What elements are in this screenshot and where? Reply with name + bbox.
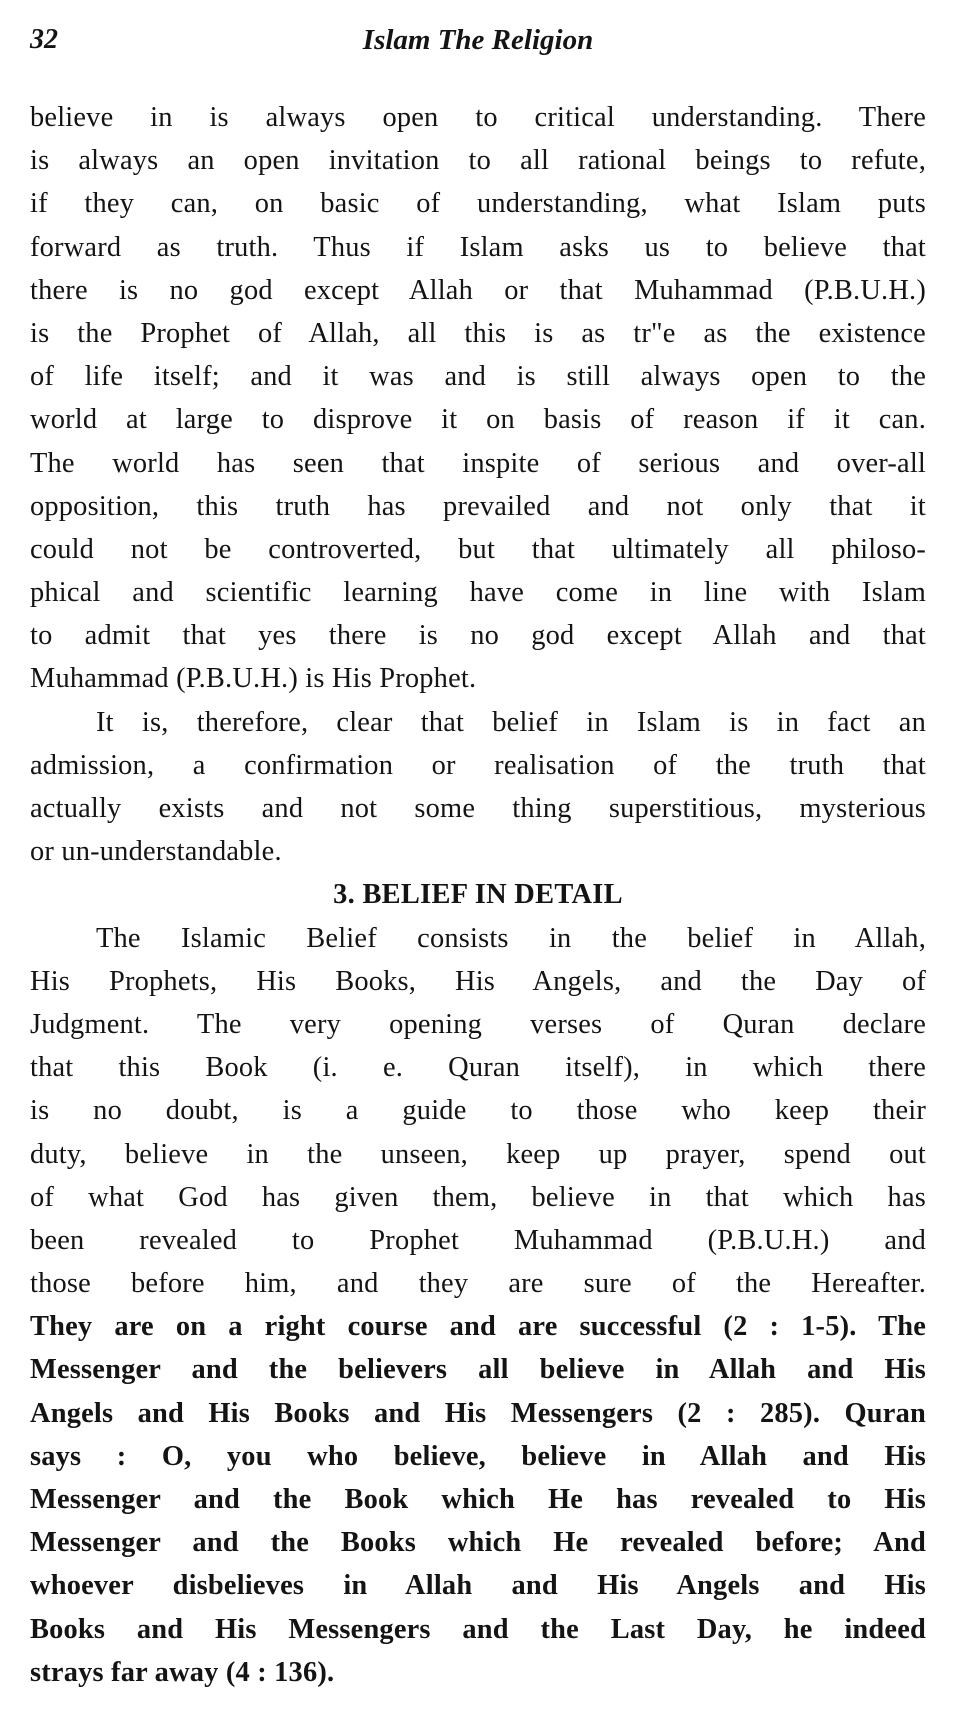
- text-line: to admit that yes there is no god except Allah and that: [30, 620, 926, 652]
- text-line: those before him, and they are sure of the Hereafter.: [30, 1268, 926, 1300]
- text-line: actually exists and not some thing superstitious, mysterious: [30, 793, 926, 824]
- text-line: It is, therefore, clear that belief in Islam is in fact an: [96, 706, 926, 738]
- book-page: [30, 14, 926, 1694]
- text-line: there is no god except Allah or that Muhammad (P.B.U.H.): [30, 274, 926, 306]
- text-line: Messenger and the believers all believe in Allah and His: [30, 1354, 926, 1386]
- text-line: of life itself; and it was and is still always open to the: [30, 361, 926, 393]
- text-line: world at large to disprove it on basis of reason if it can.: [30, 404, 926, 436]
- text-line: is always an open invitation to all rational beings to refute,: [30, 145, 926, 177]
- paragraph-belief-admission: [30, 701, 926, 874]
- page-number: 32: [30, 24, 58, 55]
- text-line: They are on a right course and are successful (2 : 1-5). The: [30, 1311, 926, 1343]
- text-line: duty, believe in the unseen, keep up prayer, spend out: [30, 1138, 926, 1170]
- text-line: whoever disbelieves in Allah and His Angels and His: [30, 1570, 926, 1602]
- text-line: admission, a confirmation or realisation of the truth that: [30, 749, 926, 781]
- text-line: phical and scientific learning have come in line with Islam: [30, 577, 926, 609]
- text-line: Messenger and the Book which He has revealed to His: [30, 1484, 926, 1515]
- text-line: if they can, on basic of understanding, what Islam puts: [30, 188, 926, 220]
- text-line: Angels and His Books and His Messengers (2 : 285). Quran: [30, 1397, 926, 1429]
- paragraph-belief-in-detail: [30, 917, 926, 1694]
- text-line: His Prophets, His Books, His Angels, and the Day of: [30, 965, 926, 997]
- text-line: that this Book (i. e. Quran itself), in which there: [30, 1052, 926, 1084]
- text-line: Books and His Messengers and the Last Day, he indeed: [30, 1613, 926, 1645]
- text-line: Judgment. The very opening verses of Quran declare: [30, 1008, 926, 1040]
- section-heading: 3. BELIEF IN DETAIL: [333, 879, 623, 911]
- text-line: says : O, you who believe, believe in Allah and His: [30, 1440, 926, 1472]
- text-line: believe in is always open to critical understanding. There: [30, 102, 926, 133]
- text-line: or un-understandable.: [30, 836, 282, 868]
- text-line: of what God has given them, believe in that which has: [30, 1181, 926, 1213]
- body-text: [30, 96, 926, 1694]
- text-line: forward as truth. Thus if Islam asks us to believe that: [30, 231, 926, 263]
- running-head: [30, 14, 926, 66]
- text-line: Messenger and the Books which He revealed before; And: [30, 1527, 926, 1559]
- paragraph-continued: [30, 96, 926, 701]
- text-line: The world has seen that inspite of serious and over-all: [30, 447, 926, 479]
- text-line: Muhammad (P.B.U.H.) is His Prophet.: [30, 663, 477, 695]
- text-line: strays far away (4 : 136).: [30, 1656, 335, 1688]
- text-line: The Islamic Belief consists in the belief in Allah,: [96, 922, 926, 954]
- text-line: could not be controverted, but that ultimately all philoso-: [30, 533, 926, 565]
- text-line: opposition, this truth has prevailed and not only that it: [30, 490, 926, 522]
- text-line: is the Prophet of Allah, all this is as tr"e as the existence: [30, 317, 926, 349]
- running-title: Islam The Religion: [362, 24, 594, 56]
- text-line: is no doubt, is a guide to those who keep their: [30, 1095, 926, 1127]
- text-line: been revealed to Prophet Muhammad (P.B.U.H.) and: [30, 1224, 926, 1256]
